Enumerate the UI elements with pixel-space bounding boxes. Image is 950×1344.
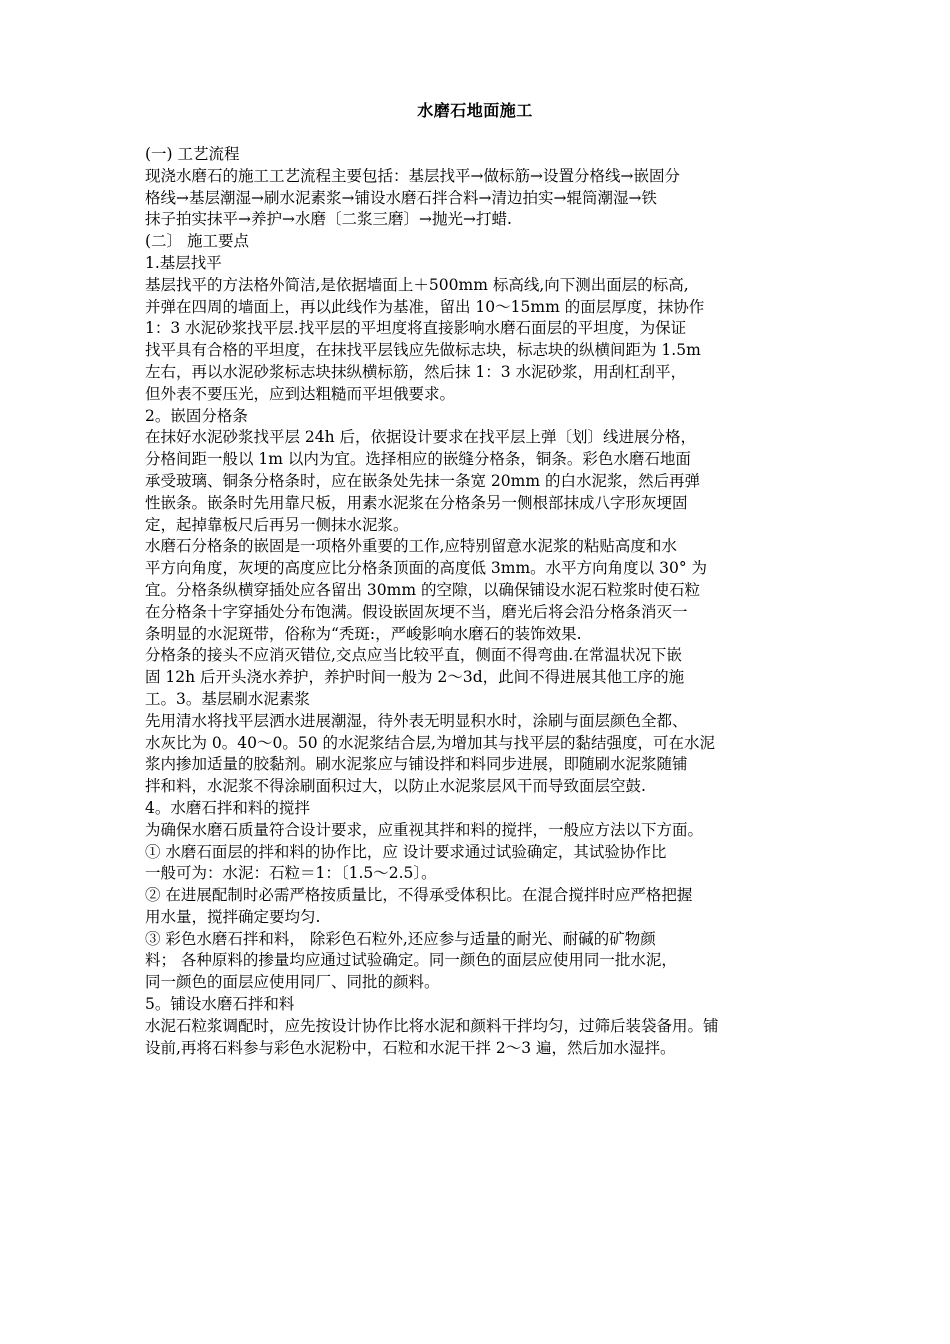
body-text-line: 分格间距一般以 1m 以内为宜。选择相应的嵌缝分格条，铜条。彩色水磨石地面 xyxy=(145,450,691,469)
body-text-line: ① 水磨石面层的拌和料的协作比，应 设计要求通过试验确定，其试验协作比 xyxy=(145,842,667,861)
body-text-line: 1.基层找平 xyxy=(145,253,222,272)
body-text-line: 5。铺设水磨石拌和料 xyxy=(145,995,295,1014)
body-text-line: (一) 工艺流程 xyxy=(145,145,240,163)
body-text-line: 浆内掺加适量的胶黏剂。刷水泥浆应与铺设拌和料同步进展，即随刷水泥浆随铺 xyxy=(145,755,688,774)
body-text-line: 为确保水磨石质量符合设计要求，应重视其拌和料的搅拌，一般应方法以下方面。 xyxy=(145,820,704,839)
body-text-line: 工。3。基层刷水泥素浆 xyxy=(145,689,310,708)
body-text-line: 承受玻璃、铜条分格条时，应在嵌条处先抹一条宽 20mm 的白水泥浆，然后再弹 xyxy=(145,471,700,490)
body-text-line: 定，起掉靠板尺后再另一侧抹水泥浆。 xyxy=(145,515,409,534)
body-text-line: 在抹好水泥砂浆找平层 24h 后，依据设计要求在找平层上弹〔划〕线进展分格， xyxy=(145,428,697,447)
document-title: 水磨石地面施工 xyxy=(417,101,533,120)
body-text-line: 但外表不要压光，应到达粗糙而平坦俄要求。 xyxy=(145,384,456,403)
body-text-line: ③ 彩色水磨石拌和料， 除彩色石粒外,还应参与适量的耐光、耐碱的矿物颜 xyxy=(145,929,656,948)
body-text-line: 水磨石分格条的嵌固是一项格外重要的工作,应特别留意水泥浆的粘贴高度和水 xyxy=(145,537,677,556)
body-text-line: 1：3 水泥砂浆找平层.找平层的平坦度将直接影响水磨石面层的平坦度，为保证 xyxy=(145,319,687,338)
body-text-line: 在分格条十字穿插处分布饱满。假设嵌固灰埂不当，磨光后将会沿分格条消灭一 xyxy=(145,602,688,621)
body-text-line: 平方向角度，灰埂的高度应比分格条顶面的高度低 3mm。水平方向角度以 30° 为 xyxy=(145,559,708,578)
body-text-line: 料； 各种原料的掺量均应通过试验确定。同一颜色的面层应使用同一批水泥， xyxy=(145,951,677,970)
body-text-line: 宜。分格条纵横穿插处应各留出 30mm 的空隙，以确保铺设水泥石粒浆时使石粒 xyxy=(145,580,700,599)
body-text-line: 格线→基层潮湿→刷水泥素浆→铺设水磨石拌合料→清边拍实→辊筒潮湿→铁 xyxy=(145,188,657,207)
body-text-line: 4。水磨石拌和料的搅拌 xyxy=(145,798,310,817)
body-text-line: ② 在进展配制时必需严格按质量比，不得承受体积比。在混合搅拌时应严格把握 xyxy=(145,886,693,905)
body-text-line: 一般可为：水泥：石粒＝1：〔1.5～2.5〕。 xyxy=(145,864,437,883)
body-text-line: 用水量，搅拌确定要均匀. xyxy=(145,907,321,926)
body-text-line: (二〕 施工要点 xyxy=(145,232,249,251)
body-text-line: 性嵌条。嵌条时先用靠尺板，用素水泥浆在分格条另一侧根部抹成八字形灰埂固 xyxy=(145,493,688,512)
body-text-line: 同一颜色的面层应使用同厂、同批的颜料。 xyxy=(145,973,440,992)
body-text-line: 设前,再将石料参与彩色水泥粉中，石粒和水泥干拌 2～3 遍，然后加水湿拌。 xyxy=(145,1038,676,1057)
body-text-line: 固 12h 后开头浇水养护，养护时间一般为 2～3d，此间不得进展其他工序的施 xyxy=(145,668,685,687)
body-text-line: 左右，再以水泥砂浆标志块抹纵横标筋，然后抹 1：3 水泥砂浆，用刮杠刮平， xyxy=(145,362,687,381)
body-text-line: 拌和料，水泥浆不得涂刷面积过大，以防止水泥浆层风干而导致面层空鼓. xyxy=(145,777,646,796)
body-text-line: 水泥石粒浆调配时，应先按设计协作比将水泥和颜料干拌均匀，过筛后装袋备用。铺 xyxy=(145,1016,719,1035)
body-text-line: 分格条的接头不应消灭错位,交点应当比较平直，侧面不得弯曲.在常温状况下嵌 xyxy=(145,646,682,665)
document-body xyxy=(145,144,813,1059)
body-text-line: 条明显的水泥斑带，俗称为“秃斑:，严峻影响水磨石的装饰效果. xyxy=(145,624,582,643)
body-text-line: 现浇水磨石的施工工艺流程主要包括：基层找平→做标筋→设置分格线→嵌固分 xyxy=(145,166,680,185)
body-text-line: 水灰比为 0。40～0。50 的水泥浆结合层,为增加其与找平层的黏结强度，可在水泥 xyxy=(145,733,715,752)
body-text-line: 找平具有合格的平坦度，在抹找平层钱应先做标志块，标志块的纵横间距为 1.5m xyxy=(145,341,701,360)
body-text-line: 基层找平的方法格外简洁,是依据墙面上＋500mm 标高线,向下测出面层的标高, xyxy=(145,275,689,294)
body-text-line: 2。嵌固分格条 xyxy=(145,406,248,425)
body-text-line: 抹子拍实抹平→养护→水磨〔二浆三磨〕→抛光→打蜡. xyxy=(145,210,512,229)
body-text-line: 并弹在四周的墙面上，再以此线作为基准，留出 10～15mm 的面层厚度，抹协作 xyxy=(145,297,705,316)
body-text-line: 先用清水将找平层洒水进展潮湿，待外表无明显积水时，涂刷与面层颜色全都、 xyxy=(145,711,688,730)
